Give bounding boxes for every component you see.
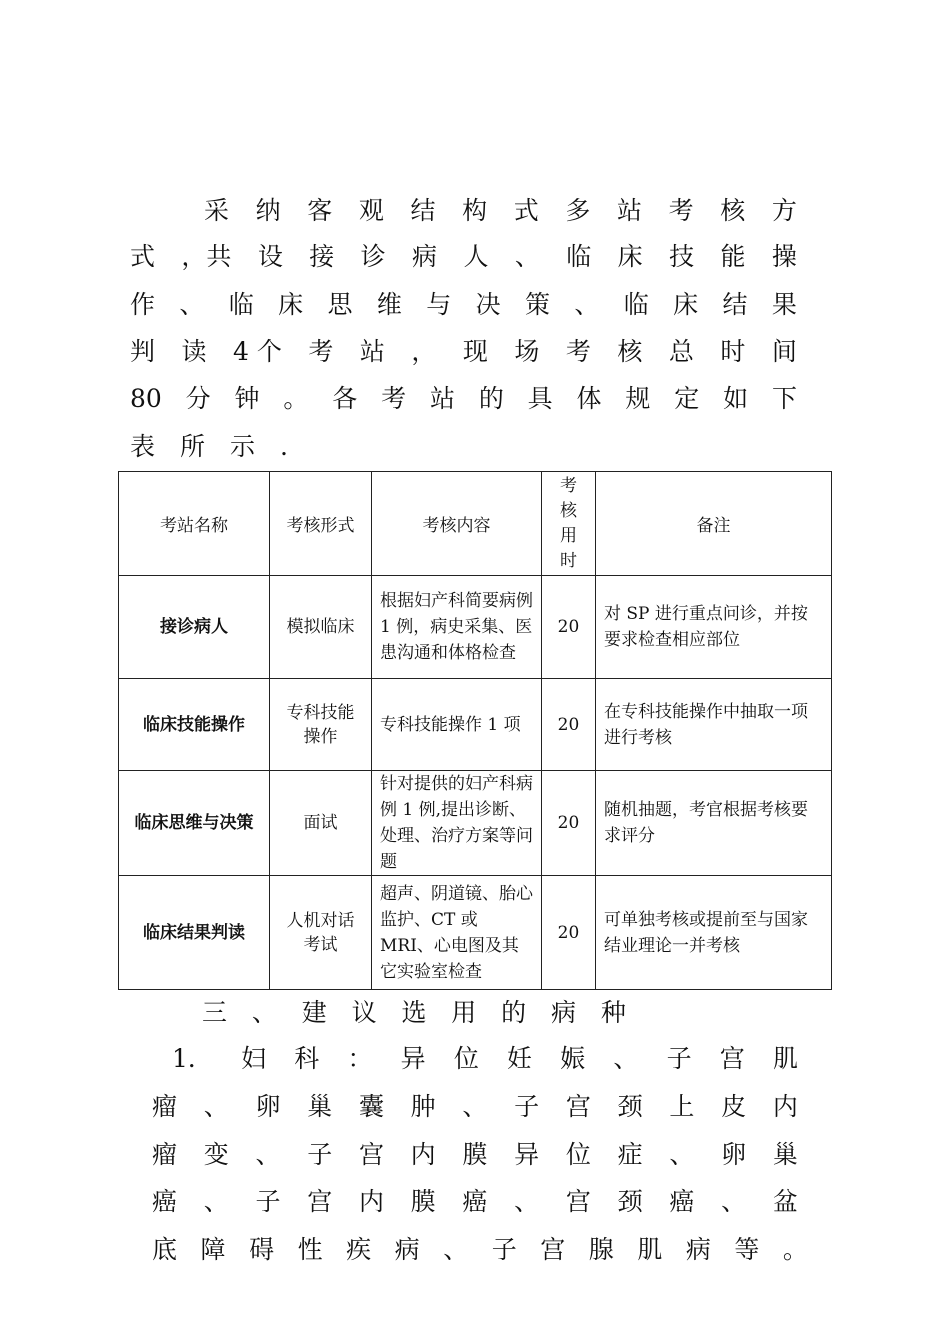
section3-char: ： <box>347 1044 373 1073</box>
intro-char: 总 <box>668 337 694 366</box>
section3-char: 子 <box>514 1092 540 1121</box>
section3-char: 、 <box>721 1187 747 1216</box>
section3-char: 病 <box>394 1235 420 1264</box>
section3-char: 、 <box>203 1092 229 1121</box>
section3-char: 障 <box>200 1235 226 1264</box>
section3-char: 内 <box>772 1092 798 1121</box>
header-time: 考核用时 <box>542 472 596 576</box>
heading-char: 病 <box>551 998 577 1027</box>
section3-char: 宫 <box>719 1044 745 1073</box>
section3-char: 膜 <box>410 1187 436 1216</box>
table-row <box>119 679 832 771</box>
intro-char: 钟 <box>234 384 260 413</box>
intro-char: 临 <box>228 290 254 319</box>
intro-char: 的 <box>478 384 504 413</box>
intro-char: 场 <box>514 337 540 366</box>
section3-char: 子 <box>255 1187 281 1216</box>
exam-remark: 在专科技能操作中抽取一项进行考核 <box>596 679 832 771</box>
exam-stations-table <box>118 471 832 990</box>
intro-char: 床 <box>617 242 643 271</box>
section3-char: 膜 <box>462 1140 488 1169</box>
section3-char: 颈 <box>617 1187 643 1216</box>
section3-char: 内 <box>358 1187 384 1216</box>
intro-char: 方 <box>771 196 797 225</box>
intro-char: 果 <box>771 290 797 319</box>
intro-char: 临 <box>623 290 649 319</box>
intro-char: 考 <box>668 196 694 225</box>
station-name: 接诊病人 <box>119 576 270 679</box>
intro-line <box>130 290 797 320</box>
exam-form: 专科技能操作 <box>270 679 372 771</box>
exam-time: 20 <box>542 876 596 990</box>
section3-line <box>172 1044 798 1074</box>
section3-char: 癌 <box>669 1187 695 1216</box>
heading-char: 三 <box>202 998 228 1027</box>
intro-char: 客 <box>307 196 333 225</box>
section3-char: 、 <box>443 1235 469 1264</box>
intro-char: 体 <box>576 384 602 413</box>
section3-char: 、 <box>462 1092 488 1121</box>
intro-char: 观 <box>358 196 384 225</box>
section3-char: 、 <box>255 1140 281 1169</box>
intro-char: 时 <box>720 337 746 366</box>
section3-char: 宫 <box>307 1187 333 1216</box>
intro-char: 结 <box>722 290 748 319</box>
heading-char: 的 <box>501 998 527 1027</box>
section3-char: 娠 <box>560 1044 586 1073</box>
intro-char: 、 <box>574 290 600 319</box>
intro-char: 考 <box>565 337 591 366</box>
section3-char: 宫 <box>565 1187 591 1216</box>
exam-form: 模拟临床 <box>270 576 372 679</box>
intro-char: 考 <box>308 337 334 366</box>
exam-time: 20 <box>542 679 596 771</box>
section3-char: 、 <box>669 1140 695 1169</box>
intro-line <box>130 432 288 462</box>
section3-char: 肿 <box>410 1092 436 1121</box>
intro-char: 如 <box>723 384 749 413</box>
section3-char: 巢 <box>307 1092 333 1121</box>
exam-remark: 随机抽题，考官根据考核要求评分 <box>596 771 832 876</box>
intro-char: 、 <box>514 242 540 271</box>
section3-char: 异 <box>514 1140 540 1169</box>
intro-char: 分 <box>185 384 211 413</box>
intro-char: 。 <box>283 384 309 413</box>
intro-char: 诊 <box>360 242 386 271</box>
intro-char: 人 <box>463 242 489 271</box>
station-name: 临床思维与决策 <box>119 771 270 876</box>
intro-char: 下 <box>771 384 797 413</box>
intro-char: 采 <box>204 196 230 225</box>
intro-char: 式 <box>513 196 539 225</box>
intro-char: 80 <box>130 384 162 413</box>
intro-char: 各 <box>332 384 358 413</box>
intro-char: 规 <box>625 384 651 413</box>
intro-char: 间 <box>771 337 797 366</box>
exam-content: 根据妇产科简要病例 1 例，病史采集、医患沟通和体格检查 <box>372 576 542 679</box>
section3-char: 异 <box>400 1044 426 1073</box>
intro-line <box>130 337 797 367</box>
header-remark: 备注 <box>596 472 832 576</box>
intro-char: 纳 <box>255 196 281 225</box>
exam-content: 专科技能操作 1 项 <box>372 679 542 771</box>
section3-char: 囊 <box>358 1092 384 1121</box>
intro-char: 表 <box>130 432 156 461</box>
intro-char: ， <box>411 337 437 366</box>
intro-char: 、 <box>179 290 205 319</box>
section3-char: 瘤 <box>152 1140 178 1169</box>
intro-char: 床 <box>673 290 699 319</box>
intro-char: 床 <box>278 290 304 319</box>
header-form: 考核形式 <box>270 472 372 576</box>
section3-char: 瘤 <box>152 1092 178 1121</box>
intro-char: 能 <box>720 242 746 271</box>
section3-char: 癌 <box>152 1187 178 1216</box>
section3-char: 内 <box>410 1140 436 1169</box>
section3-char: 症 <box>617 1140 643 1169</box>
intro-char: 结 <box>410 196 436 225</box>
intro-char: 读 <box>181 337 207 366</box>
section3-char: 底 <box>152 1235 178 1264</box>
intro-char: 接 <box>309 242 335 271</box>
section3-char: 科 <box>294 1044 320 1073</box>
section3-char: 、 <box>203 1187 229 1216</box>
intro-char: 核 <box>617 337 643 366</box>
heading-char: 议 <box>351 998 377 1027</box>
station-name: 临床结果判读 <box>119 876 270 990</box>
intro-char: . <box>280 432 288 461</box>
exam-form: 人机对话考试 <box>270 876 372 990</box>
intro-char: 站 <box>359 337 385 366</box>
intro-char: 考 <box>381 384 407 413</box>
intro-char: 技 <box>669 242 695 271</box>
intro-char: 现 <box>462 337 488 366</box>
section3-line <box>152 1235 808 1265</box>
intro-char: 判 <box>130 337 156 366</box>
intro-char: ，共 <box>181 242 232 271</box>
section3-char: 肌 <box>637 1235 663 1264</box>
section3-char: 、 <box>613 1044 639 1073</box>
intro-line <box>130 242 797 272</box>
intro-char: 站 <box>429 384 455 413</box>
section3-char: 碍 <box>249 1235 275 1264</box>
table-header-row <box>119 472 832 576</box>
section3-char: 卵 <box>721 1140 747 1169</box>
section3-char: 位 <box>565 1140 591 1169</box>
intro-char: 设 <box>257 242 283 271</box>
intro-line <box>204 196 797 226</box>
intro-char: 决 <box>475 290 501 319</box>
intro-line <box>130 384 797 414</box>
intro-char: 操 <box>771 242 797 271</box>
section3-char: 变 <box>203 1140 229 1169</box>
intro-char: 思 <box>327 290 353 319</box>
section3-char: 1． <box>172 1044 213 1073</box>
intro-char: 定 <box>674 384 700 413</box>
heading-char: 种 <box>600 998 626 1027</box>
intro-char: 构 <box>462 196 488 225</box>
intro-char: 病 <box>412 242 438 271</box>
exam-content: 超声、阴道镜、胎心监护、CT 或 MRI、心电图及其它实验室检查 <box>372 876 542 990</box>
intro-char: 4 个 <box>233 337 282 366</box>
section3-char: 癌 <box>462 1187 488 1216</box>
heading-char: 用 <box>451 998 477 1027</box>
intro-char: 维 <box>376 290 402 319</box>
section3-char: 盆 <box>772 1187 798 1216</box>
section3-char: 宫 <box>540 1235 566 1264</box>
exam-remark: 可单独考核或提前至与国家结业理论一并考核 <box>596 876 832 990</box>
intro-char: 与 <box>426 290 452 319</box>
section3-char: 疾 <box>346 1235 372 1264</box>
section3-char: 病 <box>685 1235 711 1264</box>
section3-char: 等 <box>734 1235 760 1264</box>
header-station-name: 考站名称 <box>119 472 270 576</box>
section3-char: 上 <box>669 1092 695 1121</box>
intro-char: 临 <box>566 242 592 271</box>
station-name: 临床技能操作 <box>119 679 270 771</box>
section3-char: 妇 <box>241 1044 267 1073</box>
intro-char: 站 <box>617 196 643 225</box>
exam-content: 针对提供的妇产科病例 1 例,提出诊断、处理、治疗方案等问题 <box>372 771 542 876</box>
intro-char: 具 <box>527 384 553 413</box>
exam-time: 20 <box>542 576 596 679</box>
section3-char: 卵 <box>255 1092 281 1121</box>
intro-char: 策 <box>525 290 551 319</box>
table-row <box>119 876 832 990</box>
section3-char: 宫 <box>565 1092 591 1121</box>
intro-char: 作 <box>130 290 156 319</box>
section3-char: 子 <box>307 1140 333 1169</box>
exam-time: 20 <box>542 771 596 876</box>
section3-char: 子 <box>491 1235 517 1264</box>
section3-line <box>152 1140 798 1170</box>
section3-char: 颈 <box>617 1092 643 1121</box>
section3-line <box>152 1187 798 1217</box>
section3-char: 性 <box>297 1235 323 1264</box>
section3-char: 位 <box>453 1044 479 1073</box>
section3-char: 。 <box>782 1235 808 1264</box>
section3-char: 宫 <box>358 1140 384 1169</box>
heading-char: 、 <box>251 998 277 1027</box>
header-content: 考核内容 <box>372 472 542 576</box>
table-row <box>119 576 832 679</box>
section3-char: 肌 <box>772 1044 798 1073</box>
intro-char: 示 <box>230 432 256 461</box>
section3-char: 皮 <box>721 1092 747 1121</box>
section3-char: 子 <box>666 1044 692 1073</box>
section3-char: 腺 <box>588 1235 614 1264</box>
section3-char: 巢 <box>772 1140 798 1169</box>
intro-char: 多 <box>565 196 591 225</box>
heading-char: 选 <box>401 998 427 1027</box>
section3-char: 妊 <box>507 1044 533 1073</box>
heading-char: 建 <box>301 998 327 1027</box>
intro-char: 所 <box>180 432 206 461</box>
exam-remark: 对 SP 进行重点问诊，并按要求检查相应部位 <box>596 576 832 679</box>
table-row <box>119 771 832 876</box>
intro-char: 核 <box>720 196 746 225</box>
section3-line <box>152 1092 798 1122</box>
exam-form: 面试 <box>270 771 372 876</box>
intro-char: 式 <box>130 242 156 271</box>
section3-char: 、 <box>514 1187 540 1216</box>
section-heading <box>202 998 626 1028</box>
